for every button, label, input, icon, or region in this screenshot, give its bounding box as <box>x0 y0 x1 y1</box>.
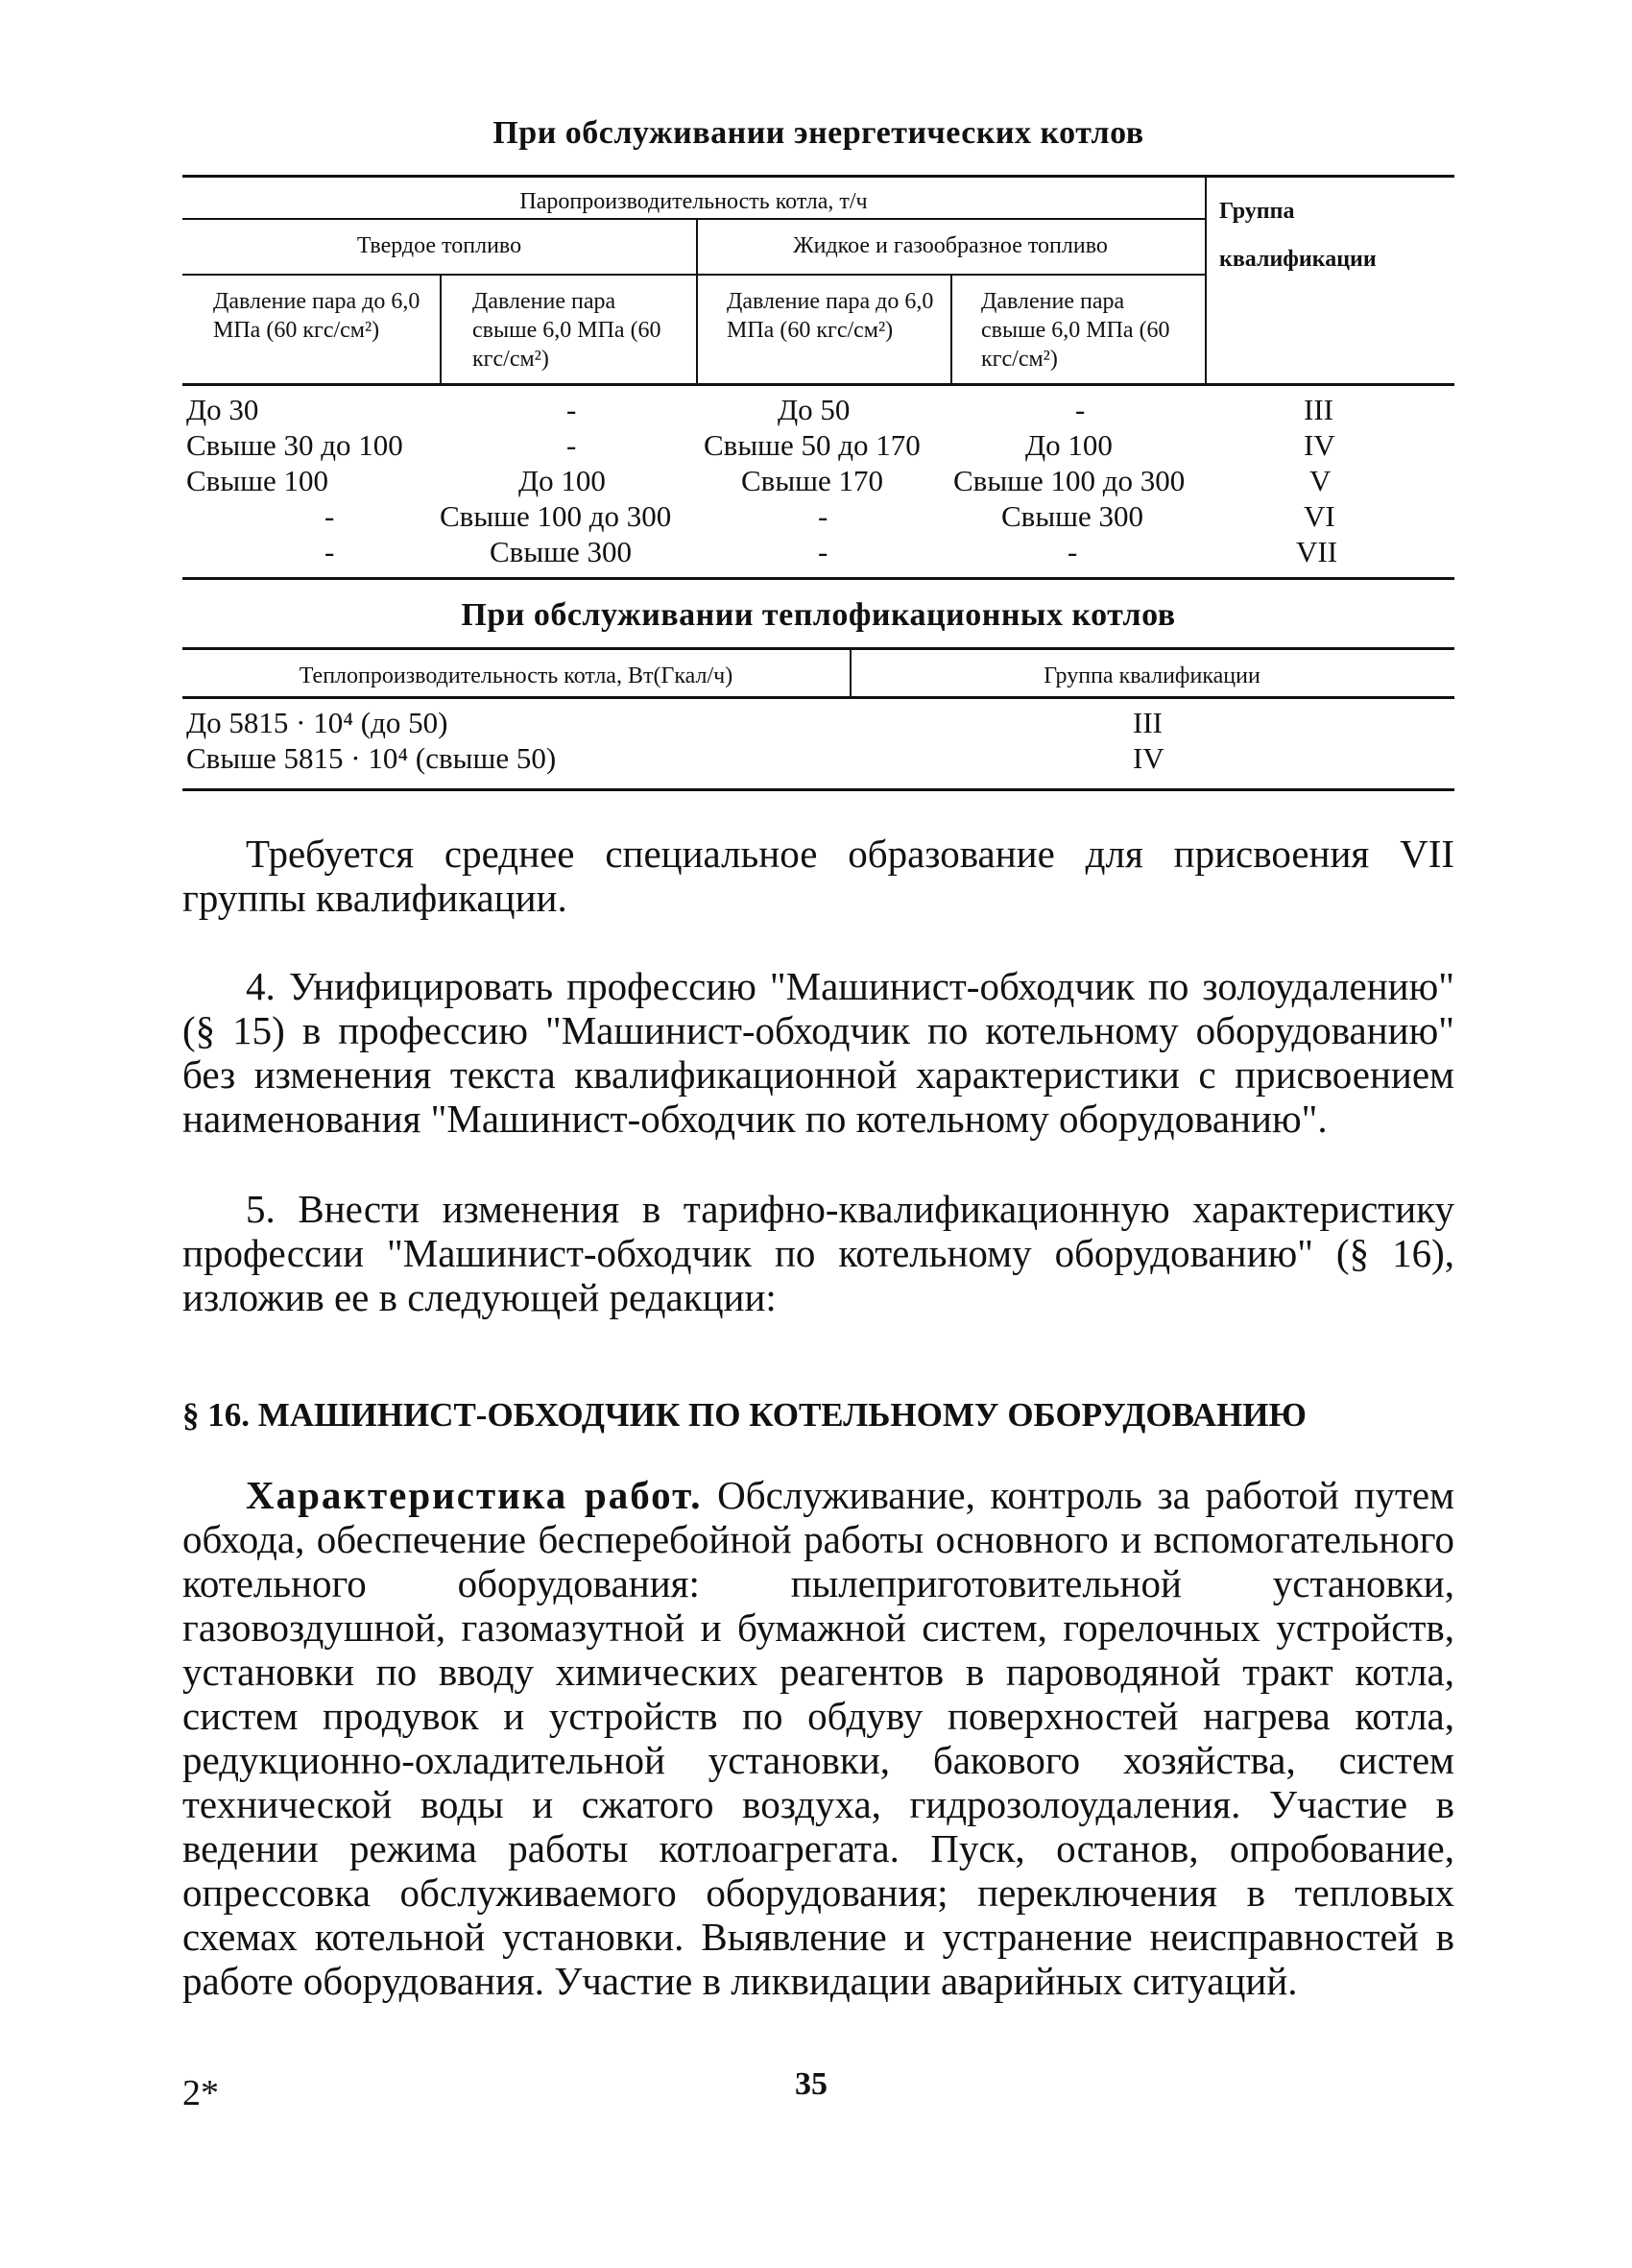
cell: До 50 <box>778 393 851 426</box>
cell: - <box>324 535 335 568</box>
cell: Свыше 5815 · 10⁴ (свыше 50) <box>186 741 557 775</box>
cell: До 100 <box>1025 428 1113 462</box>
cell: - <box>1068 535 1078 568</box>
header-col2: Давление пара свыше 6,0 МПа (60 кгс/см²) <box>472 289 661 372</box>
characteristic-paragraph <box>182 1473 1454 2003</box>
header-solid-fuel: Твердое топливо <box>356 233 522 258</box>
cell: До 100 <box>518 464 606 497</box>
cell: - <box>324 499 335 533</box>
cell: - <box>1075 393 1086 426</box>
note-paragraph: Требуется среднее специальное образование для присвоения VII группы квалификации. <box>182 832 1454 920</box>
header-col1: Давление пара до 6,0 МПа (60 кгс/см²) <box>213 289 420 343</box>
table1-body <box>182 385 1454 577</box>
page-footer <box>0 2066 1632 2124</box>
cell: VII <box>1296 535 1338 568</box>
header-col3: Давление пара до 6,0 МПа (60 кгс/см²) <box>727 289 934 343</box>
cell: IV <box>1133 741 1164 775</box>
table2-body <box>182 698 1454 788</box>
cell: До 5815 · 10⁴ (до 50) <box>186 706 448 739</box>
cell: Свыше 100 до 300 <box>953 464 1186 497</box>
table-row <box>182 741 1454 777</box>
cell: - <box>818 535 828 568</box>
table-row <box>182 535 1454 570</box>
table2 <box>182 647 1454 791</box>
cell: - <box>566 393 577 426</box>
table2-title: При обслуживании теплофикационных котлов <box>461 597 1176 633</box>
signature-mark: 2* <box>182 2073 219 2113</box>
table2-header <box>182 650 1454 698</box>
cell: Свыше 30 до 100 <box>186 428 403 462</box>
cell: До 30 <box>186 393 259 426</box>
table1-bottom-rule <box>182 577 1454 580</box>
cell: - <box>566 428 577 462</box>
table1-title: При обслуживании энергетических котлов <box>492 115 1144 151</box>
cell: III <box>1304 393 1333 426</box>
section-heading: § 16. МАШИНИСТ-ОБХОДЧИК ПО КОТЕЛЬНОМУ ОБОРУДОВАНИЮ <box>182 1396 1307 1434</box>
cell: Свыше 170 <box>741 464 884 497</box>
cell: - <box>818 499 828 533</box>
table2-bottom-rule <box>182 788 1454 791</box>
cell: Свыше 300 <box>490 535 633 568</box>
header-steam-output: Паропроизводительность котла, т/ч <box>519 189 868 214</box>
cell: Свыше 100 <box>186 464 329 497</box>
table-row <box>182 499 1454 535</box>
header-liquid-fuel: Жидкое и газообразное топливо <box>793 233 1108 258</box>
table-row <box>182 706 1454 741</box>
characteristic-text: Обслуживание, контроль за работой путем обхода, обеспечение бесперебойной работы основного и вспомогательного котельного оборудования: пылеприготовительной установки, газовоздушной, газомазутной и бумажной систем, горелочных устройств, установки по вводу химических реагентов в пароводяной тракт котла, систем продувок и устройств по обдуву поверхностей нагрева котла, редукционно-охладительной установки, бакового хозяйства, систем технической воды и сжатого воздуха, гидрозолоудаления. Участие в ведении режима работы котлоагрегата. Пуск, останов, опробование, опрессовка обслуживаемого оборудования; переключения в тепловых схемах котельной установки. Выявление и устранение неисправностей в работе оборудования. Участие в ликвидации аварийных ситуаций. <box>182 1473 1455 2003</box>
table1-header <box>182 178 1454 385</box>
cell: Свыше 300 <box>1001 499 1144 533</box>
item-5-paragraph: 5. Внести изменения в тарифно-квалификационную характеристику профессии "Машинист-обходчик по котельному оборудованию" (§ 16), изложив ее в следующей редакции: <box>182 1187 1454 1319</box>
header-col4: Давление пара свыше 6,0 МПа (60 кгс/см²) <box>981 289 1170 372</box>
document-page <box>182 115 1454 2003</box>
header-heat-output: Теплопроизводительность котла, Вт(Гкал/ч) <box>299 664 733 688</box>
table-row <box>182 393 1454 428</box>
item-4-paragraph: 4. Унифицировать профессию "Машинист-обходчик по золоудалению" (§ 15) в профессию "Машинист-обходчик по котельному оборудованию" без изменения текста квалификационной характеристики с присвоением наименования "Машинист-обходчик по котельному оборудованию". <box>182 964 1454 1141</box>
cell: Свыше 50 до 170 <box>704 428 921 462</box>
table-row <box>182 428 1454 464</box>
cell: V <box>1309 464 1332 497</box>
header-qualification-group: Группа квалификации <box>1219 199 1377 273</box>
cell: IV <box>1304 428 1335 462</box>
cell: III <box>1133 706 1163 739</box>
cell: VI <box>1304 499 1335 533</box>
table-row <box>182 464 1454 499</box>
table1 <box>182 175 1454 580</box>
header-qualification-group-2: Группа квалификации <box>1044 664 1260 688</box>
characteristic-lead: Характеристика работ. <box>246 1473 703 1517</box>
page-number: 35 <box>795 2066 828 2102</box>
cell: Свыше 100 до 300 <box>440 499 672 533</box>
